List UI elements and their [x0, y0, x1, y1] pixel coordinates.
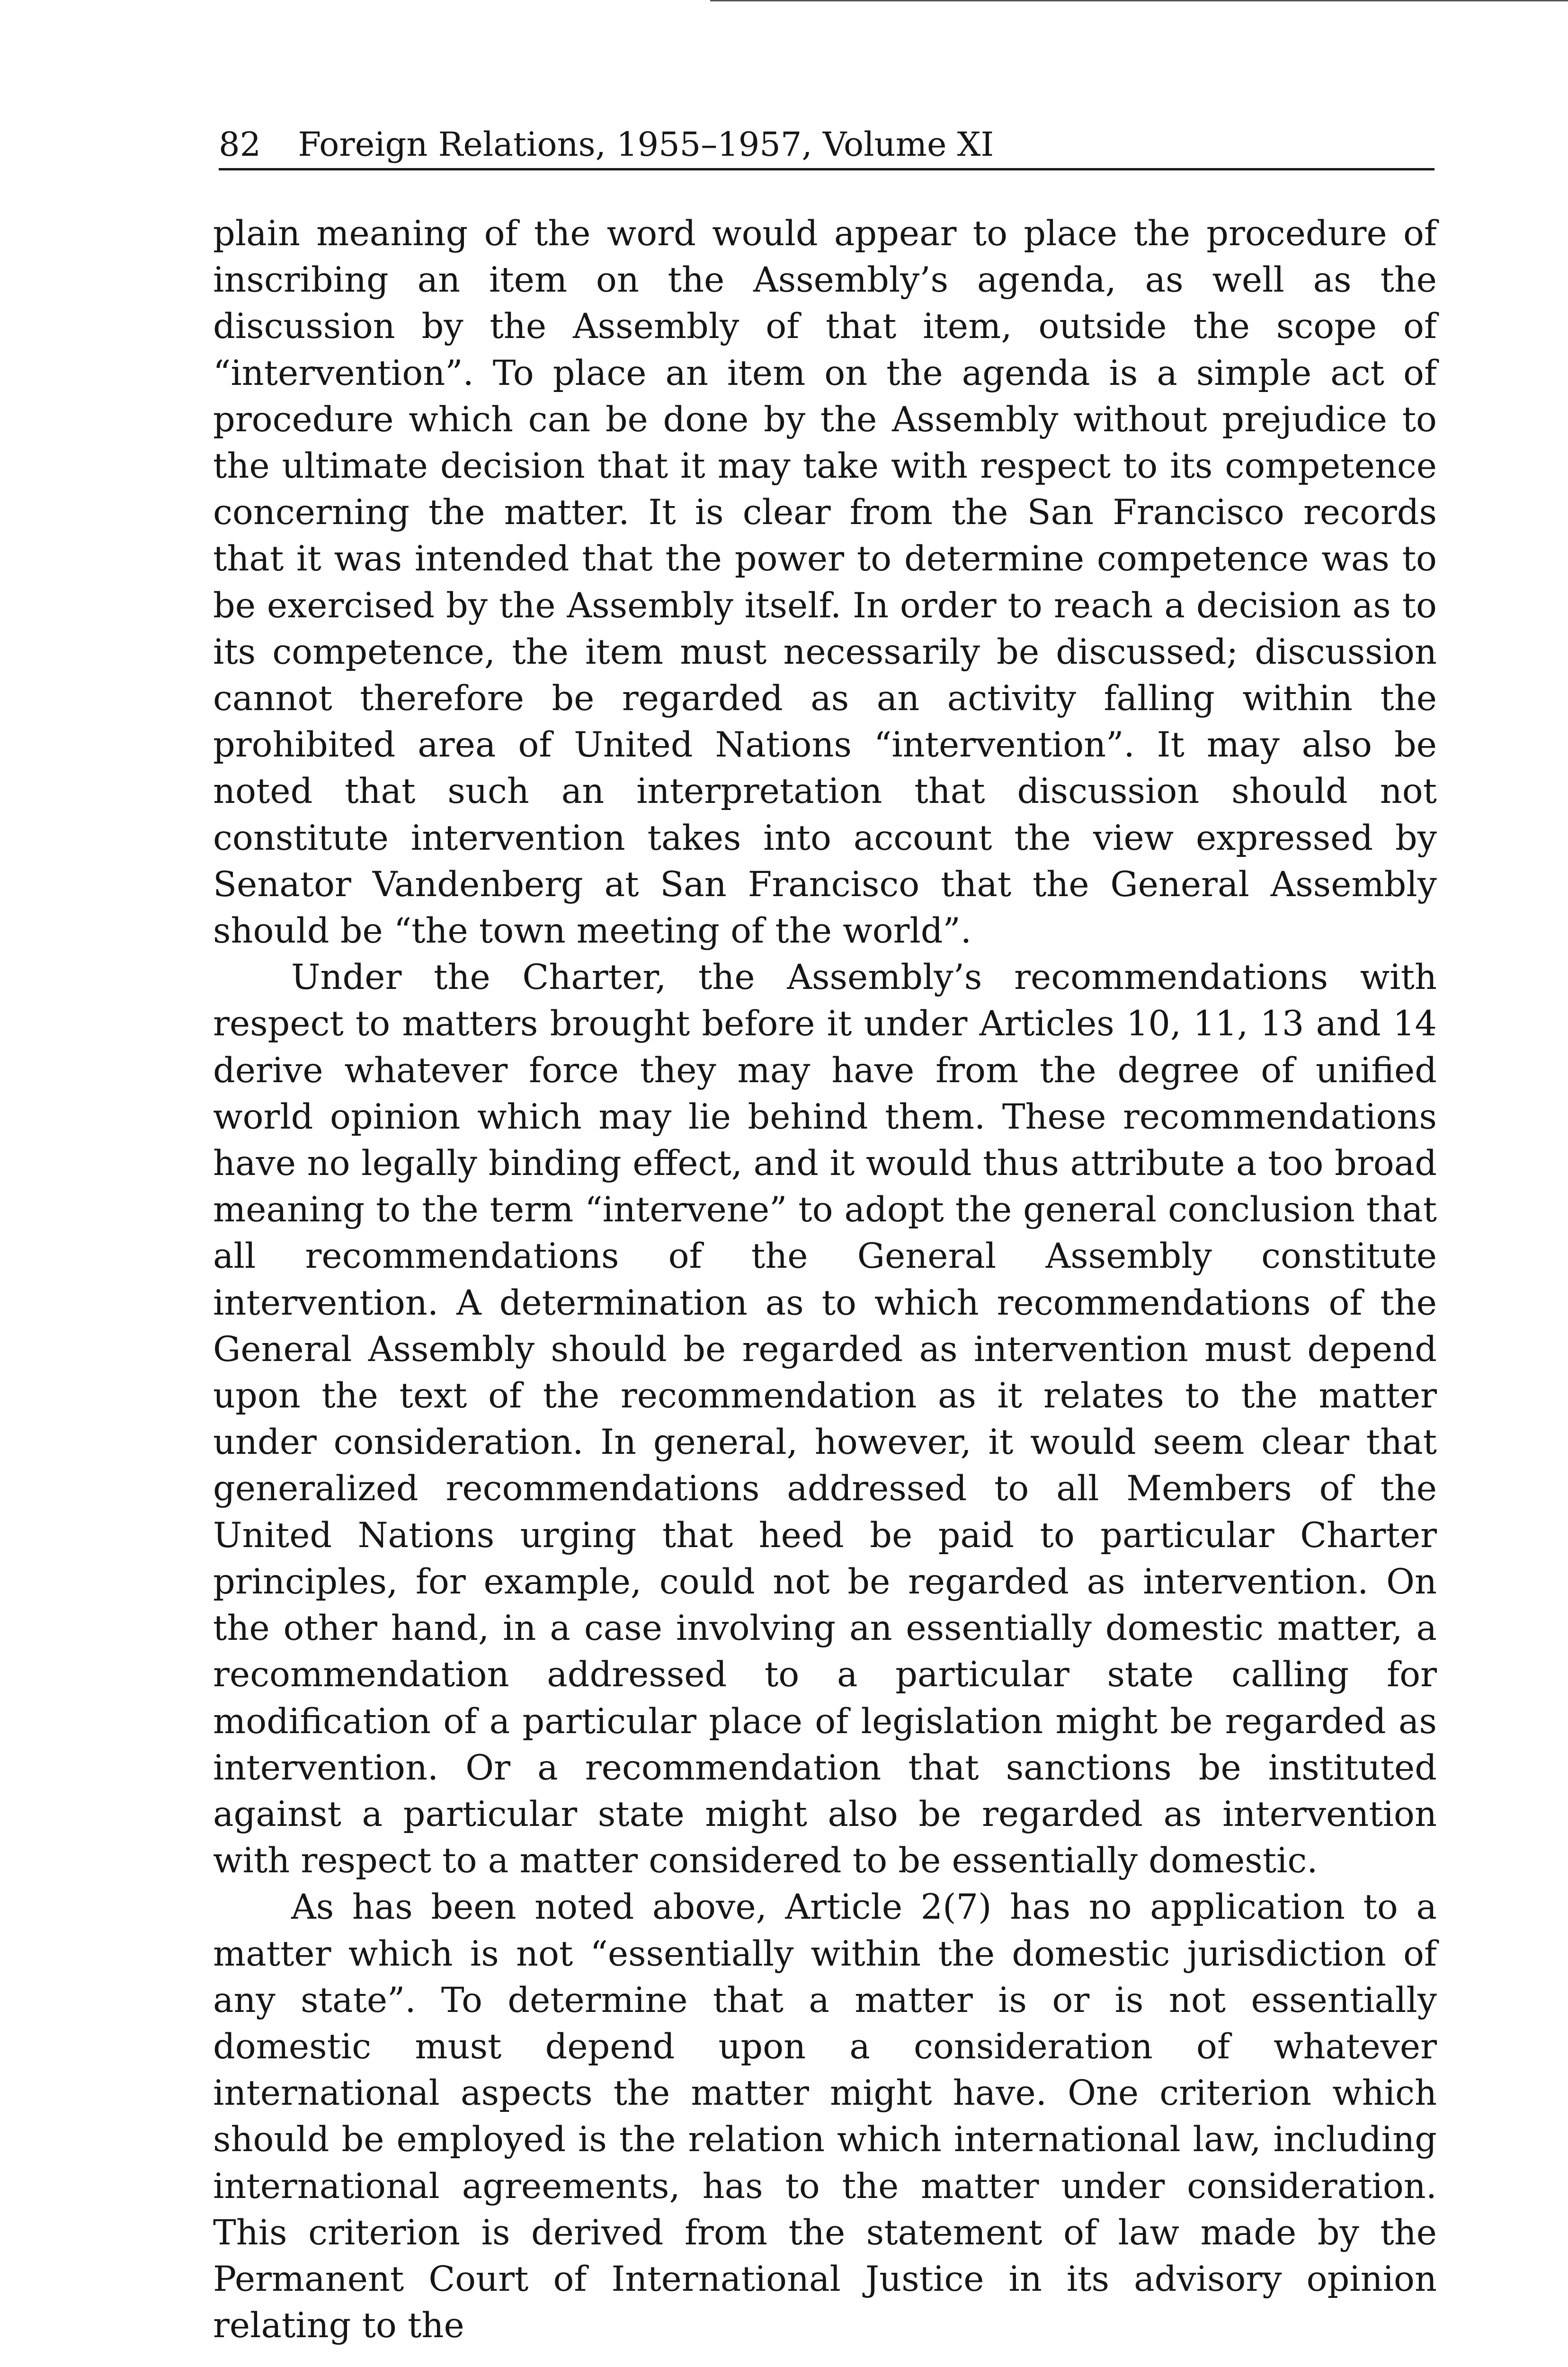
body-text — [213, 211, 1437, 2349]
running-head — [219, 121, 1434, 170]
paragraph-continued: plain meaning of the word would appear to place the procedure of inscribing an item on the Assembly’s agenda, as well as the discussion by the Assembly of that item, outside the scope of “intervention”. To place an item on the agenda is a simple act of procedure which can be done by the Assembly without prejudice to the ultimate decision that it may take with respect to its competence concerning the matter. It is clear from the San Francisco records that it was intended that the power to determine competence was to be exercised by the Assembly itself. In order to reach a decision as to its competence, the item must necessarily be discussed; discussion cannot therefore be regarded as an activity falling within the prohibited area of United Nations “intervention”. It may also be noted that such an interpretation that discussion should not constitute intervention takes into account the view expressed by Senator Vandenberg at San Francisco that the General Assembly should be “the town meeting of the world”. — [213, 214, 1437, 952]
running-title: Foreign Relations, 1955–1957, Volume XI — [298, 125, 994, 164]
paragraph-charter-recommendations: Under the Charter, the Assembly’s recommendations with respect to matters brought before it under Articles 10, 11, 13 and 14 derive whatever force they may have from the degree of unified world opinion which may lie behind them. These recommendations have no legally binding effect, and it would thus attribute a too broad meaning to the term “intervene” to adopt the general conclusion that all recommendations of the General Assembly constitute intervention. A determination as to which recommendations of the General Assembly should be regarded as intervention must depend upon the text of the recommendation as it relates to the matter under consideration. In general, however, it would seem clear that generalized recommendations addressed to all Members of the United Nations urging that heed be paid to particular Charter principles, for example, could not be regarded as intervention. On the other hand, in a case involving an essentially domestic matter, a recommendation addressed to a particular state calling for modification of a particular place of legislation might be regarded as intervention. Or a recommendation that sanctions be instituted against a particular state might also be regarded as intervention with respect to a matter considered to be essentially domestic. — [213, 957, 1437, 1881]
paragraph-article-2-7: As has been noted above, Article 2(7) has no application to a matter which is not “essentially within the domestic jurisdiction of any state”. To determine that a matter is or is not essentially domestic must depend upon a consideration of whatever international aspects the matter might have. One criterion which should be employed is the relation which international law, including international agreements, has to the matter under consideration. This criterion is derived from the statement of law made by the Permanent Court of International Justice in its advisory opinion relating to the — [213, 1887, 1437, 2346]
page-number: 82 — [219, 125, 261, 164]
page-top-edge — [710, 0, 1568, 1]
